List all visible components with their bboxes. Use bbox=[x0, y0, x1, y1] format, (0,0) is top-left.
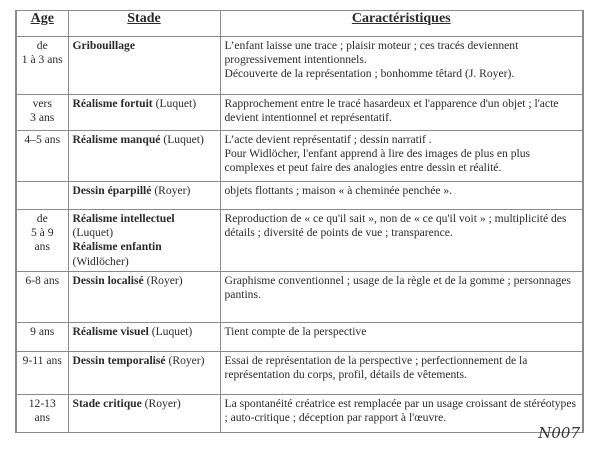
age-text: de bbox=[36, 39, 48, 52]
stade-entry bbox=[73, 212, 216, 240]
stade-entry bbox=[73, 39, 216, 53]
stade-author: (Royer) bbox=[168, 353, 205, 367]
age-text: vers bbox=[32, 97, 52, 110]
stade-cell bbox=[68, 271, 220, 322]
header-age: Age bbox=[16, 11, 68, 37]
stade-cell bbox=[68, 322, 220, 351]
stade-author: (Royer) bbox=[154, 184, 191, 197]
age-cell bbox=[16, 37, 68, 95]
age-cell bbox=[16, 351, 68, 394]
stade-name: Gribouillage bbox=[72, 39, 135, 52]
stade-author: (Royer) bbox=[144, 396, 181, 410]
age-text: ans bbox=[34, 240, 50, 254]
caracteristique-text: Reproduction de « ce qu'il sait », non de « ce qu'il voit » ; multiplicité des détails ; diversité de points de vue ; transparence. bbox=[224, 212, 567, 240]
table-row bbox=[16, 394, 583, 432]
stade-name: Réalisme fortuit bbox=[72, 97, 153, 110]
caracteristique-text: Rapprochement entre le tracé hasardeux et l'apparence d'un objet ; l'acte devient intentionnel et représentatif. bbox=[224, 97, 559, 125]
table-row bbox=[16, 210, 583, 272]
caracteristiques-cell bbox=[220, 351, 583, 394]
table-body bbox=[16, 37, 583, 433]
age-cell bbox=[16, 210, 68, 272]
caracteristiques-cell bbox=[220, 37, 583, 95]
caracteristique-text: objets flottants ; maison « à cheminée penchée ». bbox=[224, 184, 453, 197]
caracteristiques-cell bbox=[220, 95, 583, 131]
stade-entry bbox=[73, 240, 216, 268]
caracteristique-text: Essai de représentation de la perspective ; perfectionnement de la représentation du corps, profil, détails de vêtements. bbox=[224, 353, 528, 382]
caracteristiques-cell bbox=[220, 210, 583, 272]
stade-name: Dessin localisé bbox=[72, 273, 144, 287]
stade-author: (Luquet) bbox=[163, 133, 204, 146]
age-cell bbox=[16, 271, 68, 322]
caracteristiques-cell bbox=[220, 322, 583, 351]
header-caracteristiques: Caractéristiques bbox=[220, 11, 583, 37]
age-text: 1 à 3 ans bbox=[21, 53, 63, 67]
age-cell bbox=[16, 182, 68, 210]
stade-entry bbox=[73, 325, 216, 339]
stade-cell bbox=[68, 182, 220, 210]
caracteristique-text: Pour Widlöcher, l'enfant apprend à lire des images de plus en plus complexes et peut faire des analogies entre dessin et réalité. bbox=[224, 147, 531, 175]
caracteristiques-cell bbox=[220, 182, 583, 210]
stade-cell bbox=[68, 131, 220, 182]
stade-name: Dessin éparpillé bbox=[72, 184, 152, 197]
age-text: 3 ans bbox=[30, 111, 55, 125]
stade-author: (Luquet) bbox=[151, 324, 193, 338]
age-text: 12-13 bbox=[28, 396, 56, 410]
stade-entry bbox=[73, 97, 216, 111]
age-text: 5 à 9 bbox=[30, 226, 54, 240]
stade-name: Réalisme intellectuel bbox=[72, 212, 175, 225]
stade-name: Stade critique bbox=[72, 396, 142, 410]
age-text: 9 ans bbox=[30, 324, 55, 338]
age-cell bbox=[16, 95, 68, 131]
table-row bbox=[16, 322, 583, 351]
age-cell bbox=[16, 394, 68, 432]
stade-name: Réalisme visuel bbox=[72, 324, 149, 338]
age-cell bbox=[16, 131, 68, 182]
stade-author: (Widlöcher) bbox=[72, 254, 129, 268]
caracteristique-text: Découverte de la représentation ; bonhomme têtard (J. Royer). bbox=[224, 67, 515, 81]
stade-author: (Luquet) bbox=[155, 97, 197, 110]
stade-author: (Luquet) bbox=[72, 226, 114, 240]
header-row bbox=[16, 11, 583, 37]
age-text: 4–5 ans bbox=[24, 133, 61, 146]
stade-cell bbox=[68, 37, 220, 95]
table-row bbox=[16, 95, 583, 131]
age-text: de bbox=[36, 212, 48, 225]
stade-name: Réalisme manqué bbox=[72, 133, 161, 146]
stade-entry bbox=[73, 184, 216, 198]
caracteristique-text: L’enfant laisse une trace ; plaisir moteur ; ces tracés deviennent progressivement intentionnels. bbox=[224, 39, 519, 67]
stade-author: (Royer) bbox=[146, 273, 183, 287]
table-row bbox=[16, 351, 583, 394]
table-row bbox=[16, 182, 583, 210]
caracteristiques-cell bbox=[220, 394, 583, 432]
caracteristiques-cell bbox=[220, 271, 583, 322]
age-cell bbox=[16, 322, 68, 351]
table-row bbox=[16, 37, 583, 95]
stade-name: Dessin temporalisé bbox=[72, 353, 166, 367]
caracteristiques-cell bbox=[220, 131, 583, 182]
stade-cell bbox=[68, 394, 220, 432]
stade-entry bbox=[73, 274, 216, 288]
header-stade: Stade bbox=[68, 11, 220, 37]
caracteristique-text: L’acte devient représentatif ; dessin narratif . bbox=[224, 133, 432, 146]
age-text: ans bbox=[34, 411, 50, 425]
stade-entry bbox=[73, 397, 216, 411]
stade-cell bbox=[68, 95, 220, 131]
caracteristique-text: Graphisme conventionnel ; usage de la règle et de la gomme ; personnages pantins. bbox=[224, 273, 571, 302]
table-row bbox=[16, 131, 583, 182]
age-text: 6-8 ans bbox=[25, 273, 60, 287]
stade-entry bbox=[73, 133, 216, 147]
stade-entry bbox=[73, 354, 216, 368]
stade-cell bbox=[68, 351, 220, 394]
age-text: 9-11 ans bbox=[22, 353, 62, 367]
stages-table bbox=[15, 10, 584, 433]
stade-cell bbox=[68, 210, 220, 272]
table-row bbox=[16, 271, 583, 322]
stade-name: Réalisme enfantin bbox=[72, 240, 162, 254]
document-number: N007 bbox=[538, 424, 580, 442]
caracteristique-text: La spontanéité créatrice est remplacée par un usage croissant de stéréotypes ; auto-critique ; déception par rapport à l'œuvre. bbox=[224, 396, 577, 425]
caracteristique-text: Tient compte de la perspective bbox=[224, 324, 367, 338]
